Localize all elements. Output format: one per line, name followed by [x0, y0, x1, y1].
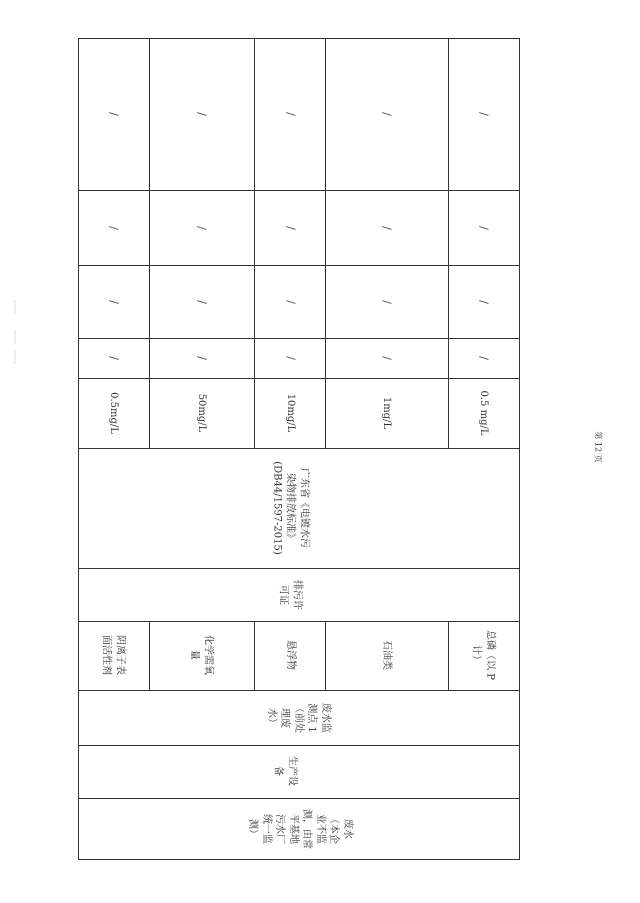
slash-cell: /: [195, 300, 209, 304]
wastewater-type-cell: 废水 （本企 业不监 测，由常 平基地 污水厂 统一监 测）: [247, 809, 353, 849]
slash-cell: /: [477, 300, 491, 304]
slash-cell: /: [195, 356, 209, 360]
slash-cell: /: [477, 356, 491, 360]
slash-cell: /: [195, 112, 209, 116]
pollutant-cell-4: 石油类: [380, 640, 392, 670]
slash-cell: /: [284, 112, 298, 116]
page-number: 第 12 页: [593, 431, 603, 463]
basis-cell: 排污许 可证: [278, 580, 303, 610]
margin-mark: [14, 300, 16, 314]
standard-cell: 广东省《电镀水污 染物排放标准》 (DB44/1597-2015): [271, 461, 310, 555]
slash-cell: /: [380, 300, 394, 304]
slash-cell: /: [107, 112, 121, 116]
slash-cell: /: [107, 300, 121, 304]
slash-cell: /: [107, 356, 121, 360]
limit-cell-4: 1mg/L: [380, 396, 392, 430]
margin-mark: [14, 350, 16, 364]
limit-cell-1: 0.5mg/L: [107, 392, 119, 434]
pollutant-cell-2: 化学需氧 量: [189, 635, 214, 675]
pollutant-cell-5: 总磷（以 P 计）: [471, 630, 496, 680]
pollutant-cell-1: 阴离子表 面活性剂: [101, 635, 126, 675]
slash-cell: /: [477, 226, 491, 230]
slash-cell: /: [477, 112, 491, 116]
monitoring-point-cell: 废水监 测点 1 （前处 理废 水）: [265, 703, 331, 733]
slash-cell: /: [107, 226, 121, 230]
limit-cell-2: 50mg/L: [195, 393, 207, 433]
pollutant-cell-3: 悬浮物: [284, 640, 296, 670]
slash-cell: /: [380, 226, 394, 230]
slash-cell: /: [284, 356, 298, 360]
slash-cell: /: [284, 300, 298, 304]
slash-cell: /: [195, 226, 209, 230]
slash-cell: /: [380, 356, 394, 360]
margin-mark: [14, 330, 16, 344]
slash-cell: /: [380, 112, 394, 116]
source-cell: 生产设 备: [273, 756, 298, 786]
limit-cell-5: 0.5 mg/L: [477, 390, 489, 436]
slash-cell: /: [284, 226, 298, 230]
limit-cell-3: 10mg/L: [284, 393, 296, 433]
